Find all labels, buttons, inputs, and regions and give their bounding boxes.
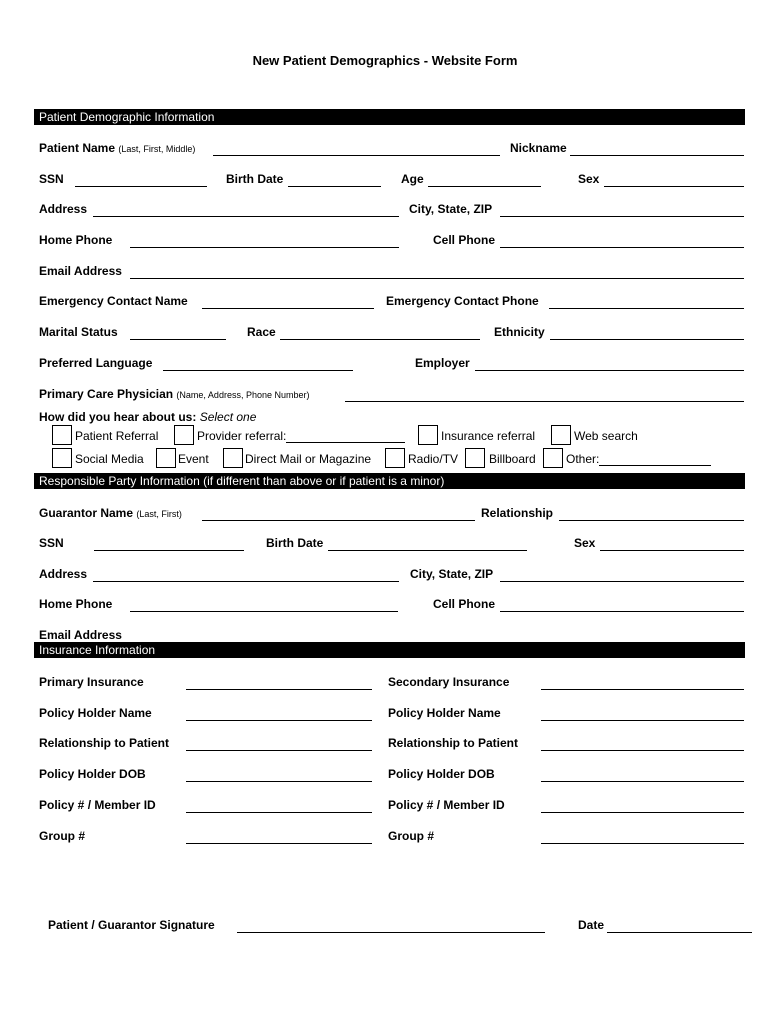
primary-group-label: Group # <box>39 829 86 843</box>
secondary-group-label: Group # <box>388 829 435 843</box>
ssn-label: SSN <box>39 172 64 186</box>
web-search-checkbox[interactable] <box>551 425 571 445</box>
guarantor-city-state-zip-field[interactable] <box>500 581 744 582</box>
provider-referral-label: Provider referral: <box>197 429 405 443</box>
race-field[interactable] <box>280 339 480 340</box>
guarantor-home-phone-label: Home Phone <box>39 597 113 611</box>
direct-mail-checkbox[interactable] <box>223 448 243 468</box>
patient-referral-label: Patient Referral <box>75 429 159 443</box>
radio-tv-checkbox[interactable] <box>385 448 405 468</box>
pcp-label: Primary Care Physician (Name, Address, Phone Number) <box>39 387 310 401</box>
primary-relationship-field[interactable] <box>186 750 372 751</box>
relationship-field[interactable] <box>559 520 744 521</box>
employer-label: Employer <box>415 356 470 370</box>
signature-date-label: Date <box>578 918 605 932</box>
emergency-contact-name-label: Emergency Contact Name <box>39 294 188 308</box>
ethnicity-field[interactable] <box>550 339 744 340</box>
social-media-label: Social Media <box>75 452 144 466</box>
city-state-zip-field[interactable] <box>500 216 744 217</box>
primary-insurance-field[interactable] <box>186 689 372 690</box>
primary-member-id-field[interactable] <box>186 812 372 813</box>
page-title: New Patient Demographics - Website Form <box>252 53 518 68</box>
age-field[interactable] <box>428 186 541 187</box>
emergency-contact-name-field[interactable] <box>202 308 374 309</box>
secondary-member-id-label: Policy # / Member ID <box>388 798 505 812</box>
other-label: Other: <box>566 452 711 466</box>
guarantor-address-label: Address <box>39 567 88 581</box>
billboard-label: Billboard <box>489 452 536 466</box>
secondary-insurance-label: Secondary Insurance <box>388 675 510 689</box>
guarantor-name-label: Guarantor Name (Last, First) <box>39 506 182 520</box>
city-state-zip-label: City, State, ZIP <box>409 202 493 216</box>
guarantor-birth-date-field[interactable] <box>328 550 527 551</box>
email-field[interactable] <box>130 278 744 279</box>
secondary-policy-holder-name-label: Policy Holder Name <box>388 706 501 720</box>
insurance-referral-checkbox[interactable] <box>418 425 438 445</box>
signature-date-field[interactable] <box>607 932 752 933</box>
ssn-field[interactable] <box>75 186 207 187</box>
secondary-policy-holder-name-field[interactable] <box>541 720 744 721</box>
emergency-contact-phone-field[interactable] <box>549 308 744 309</box>
guarantor-ssn-label: SSN <box>39 536 64 550</box>
primary-policy-holder-name-field[interactable] <box>186 720 372 721</box>
guarantor-home-phone-field[interactable] <box>130 611 398 612</box>
sex-field[interactable] <box>604 186 744 187</box>
patient-name-field[interactable] <box>213 155 500 156</box>
secondary-relationship-field[interactable] <box>541 750 744 751</box>
other-field[interactable] <box>599 454 711 466</box>
section-header-insurance: Insurance Information <box>34 642 745 658</box>
primary-policy-holder-dob-field[interactable] <box>186 781 372 782</box>
primary-relationship-label: Relationship to Patient <box>39 736 170 750</box>
birth-date-field[interactable] <box>288 186 381 187</box>
secondary-group-field[interactable] <box>541 843 744 844</box>
race-label: Race <box>247 325 276 339</box>
guarantor-birth-date-label: Birth Date <box>266 536 324 550</box>
address-field[interactable] <box>93 216 399 217</box>
nickname-field[interactable] <box>570 155 744 156</box>
guarantor-sex-label: Sex <box>574 536 596 550</box>
guarantor-city-state-zip-label: City, State, ZIP <box>410 567 494 581</box>
age-label: Age <box>401 172 424 186</box>
pcp-field[interactable] <box>345 401 744 402</box>
secondary-policy-holder-dob-field[interactable] <box>541 781 744 782</box>
event-checkbox[interactable] <box>156 448 176 468</box>
billboard-checkbox[interactable] <box>465 448 485 468</box>
guarantor-sex-field[interactable] <box>600 550 744 551</box>
guarantor-name-field[interactable] <box>202 520 475 521</box>
guarantor-name-note: (Last, First) <box>136 509 182 519</box>
guarantor-cell-phone-field[interactable] <box>500 611 744 612</box>
signature-field[interactable] <box>237 932 545 933</box>
preferred-language-field[interactable] <box>163 370 353 371</box>
secondary-policy-holder-dob-label: Policy Holder DOB <box>388 767 495 781</box>
section-header-demographic: Patient Demographic Information <box>34 109 745 125</box>
guarantor-address-field[interactable] <box>93 581 399 582</box>
emergency-contact-phone-label: Emergency Contact Phone <box>386 294 539 308</box>
direct-mail-label: Direct Mail or Magazine <box>245 452 372 466</box>
referral-instruction: Select one <box>199 410 257 424</box>
guarantor-ssn-field[interactable] <box>94 550 244 551</box>
section-header-responsible: Responsible Party Information (if different than above or if patient is a minor) <box>34 473 745 489</box>
marital-status-label: Marital Status <box>39 325 118 339</box>
secondary-relationship-label: Relationship to Patient <box>388 736 519 750</box>
social-media-checkbox[interactable] <box>52 448 72 468</box>
home-phone-label: Home Phone <box>39 233 113 247</box>
marital-status-field[interactable] <box>130 339 226 340</box>
guarantor-email-label: Email Address <box>39 628 122 642</box>
event-label: Event <box>178 452 209 466</box>
pcp-note: (Name, Address, Phone Number) <box>176 390 310 400</box>
address-label: Address <box>39 202 88 216</box>
ethnicity-label: Ethnicity <box>494 325 545 339</box>
home-phone-field[interactable] <box>130 247 399 248</box>
provider-referral-checkbox[interactable] <box>174 425 194 445</box>
web-search-label: Web search <box>574 429 638 443</box>
primary-policy-holder-name-label: Policy Holder Name <box>39 706 152 720</box>
secondary-insurance-field[interactable] <box>541 689 744 690</box>
radio-tv-label: Radio/TV <box>408 452 459 466</box>
signature-label: Patient / Guarantor Signature <box>48 918 215 932</box>
primary-insurance-label: Primary Insurance <box>39 675 144 689</box>
cell-phone-label: Cell Phone <box>433 233 496 247</box>
primary-member-id-label: Policy # / Member ID <box>39 798 156 812</box>
patient-referral-checkbox[interactable] <box>52 425 72 445</box>
preferred-language-label: Preferred Language <box>39 356 153 370</box>
guarantor-cell-phone-label: Cell Phone <box>433 597 496 611</box>
patient-name-label: Patient Name (Last, First, Middle) <box>39 141 196 155</box>
birth-date-label: Birth Date <box>226 172 284 186</box>
insurance-referral-label: Insurance referral <box>441 429 536 443</box>
employer-field[interactable] <box>475 370 744 371</box>
other-checkbox[interactable] <box>543 448 563 468</box>
sex-label: Sex <box>578 172 600 186</box>
primary-group-field[interactable] <box>186 843 372 844</box>
primary-policy-holder-dob-label: Policy Holder DOB <box>39 767 146 781</box>
secondary-member-id-field[interactable] <box>541 812 744 813</box>
nickname-label: Nickname <box>510 141 567 155</box>
relationship-label: Relationship <box>481 506 554 520</box>
cell-phone-field[interactable] <box>500 247 744 248</box>
patient-name-note: (Last, First, Middle) <box>118 144 196 154</box>
referral-question: How did you hear about us: Select one <box>39 410 257 424</box>
email-label: Email Address <box>39 264 122 278</box>
provider-referral-field[interactable] <box>286 431 405 443</box>
